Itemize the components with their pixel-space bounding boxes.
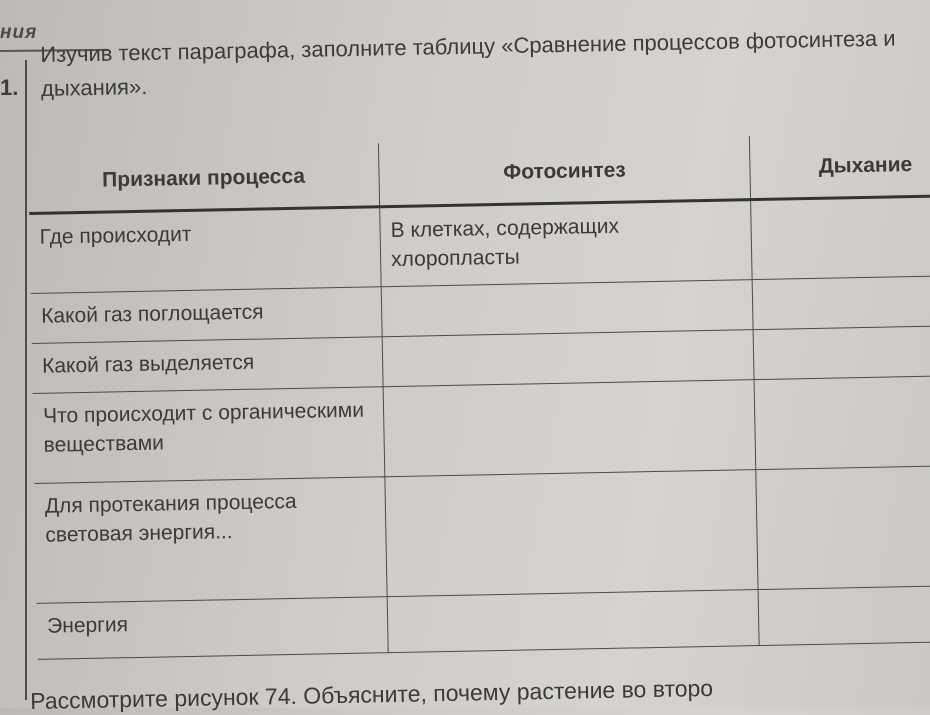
table-row: [34, 465, 930, 603]
header-photosynthesis: Фотосинтез: [378, 136, 750, 207]
task-instruction: Изучив текст параграфа, заполните таблицу «Сравнение процессов фотосинтеза и дыхания».: [40, 25, 896, 101]
photosynthesis-cell[interactable]: [383, 380, 756, 477]
comparison-table-container: [28, 133, 930, 665]
respiration-cell[interactable]: [753, 325, 930, 379]
feature-cell: Энергия: [37, 597, 389, 660]
feature-cell: Какой газ выделяется: [32, 337, 383, 394]
next-task-text: Рассмотрите рисунок 74. Объясните, почему растение во второ: [30, 674, 714, 714]
header-respiration: Дыхание: [749, 132, 930, 200]
feature-cell: Какой газ поглощается: [31, 287, 382, 344]
respiration-cell[interactable]: [758, 585, 930, 645]
table-row: [33, 375, 930, 483]
comparison-table: [28, 132, 930, 660]
respiration-cell[interactable]: [752, 275, 930, 329]
photosynthesis-cell[interactable]: [381, 280, 753, 337]
photosynthesis-cell[interactable]: [387, 590, 759, 653]
respiration-cell[interactable]: [751, 195, 930, 279]
respiration-cell[interactable]: [756, 465, 930, 589]
header-features: Признаки процесса: [28, 143, 380, 213]
margin-rule: [25, 60, 27, 700]
feature-cell: Где происходит: [29, 207, 381, 294]
photosynthesis-cell[interactable]: [382, 330, 754, 387]
feature-cell: Что происходит с органическими веществами: [33, 387, 385, 484]
feature-cell: Для протекания процесса световая энергия...: [34, 477, 387, 604]
task-number: 1.: [0, 75, 19, 100]
respiration-cell[interactable]: [754, 375, 930, 469]
photosynthesis-cell[interactable]: В клетках, содержащих хлоропласты: [380, 200, 752, 287]
photosynthesis-cell[interactable]: [385, 470, 758, 597]
section-heading-fragment: ния: [0, 22, 38, 43]
